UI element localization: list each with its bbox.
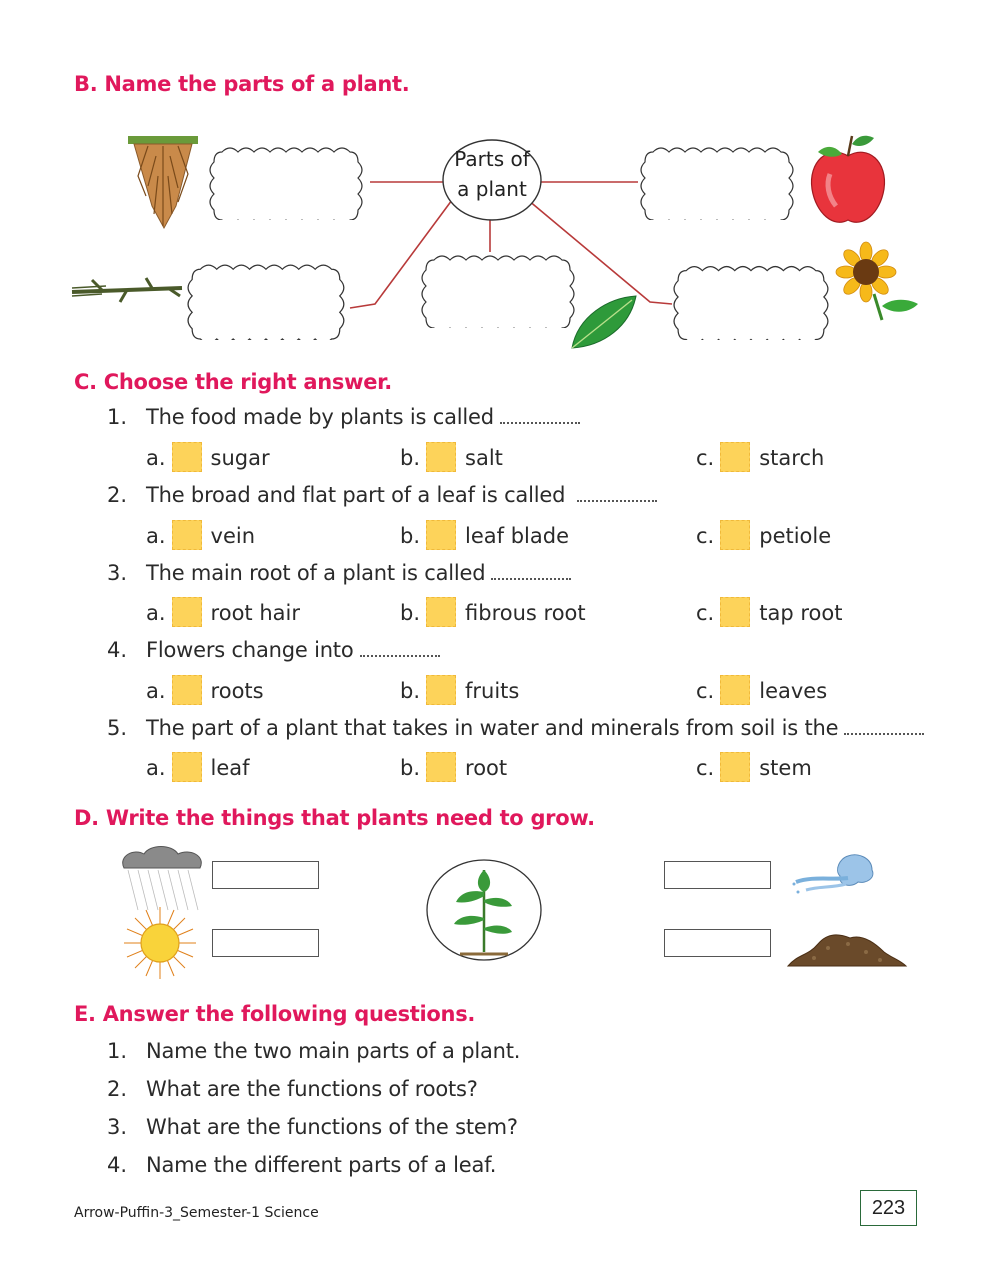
rain-cloud-image xyxy=(123,847,202,911)
option-b: b. fruits xyxy=(400,677,519,707)
option-c: c. petiole xyxy=(696,522,831,552)
blank-line[interactable] xyxy=(360,641,440,657)
option-checkbox[interactable] xyxy=(172,675,202,705)
blank-line[interactable] xyxy=(844,719,924,735)
center-label-line1: Parts of xyxy=(454,147,530,171)
option-c: c. tap root xyxy=(696,599,842,629)
option-checkbox[interactable] xyxy=(426,520,456,550)
answer-cloud-stem xyxy=(188,265,344,343)
option-checkbox[interactable] xyxy=(426,675,456,705)
option-checkbox[interactable] xyxy=(720,442,750,472)
question-number: 4. xyxy=(107,638,128,662)
question-number: 3. xyxy=(107,1115,128,1139)
option-b: b. root xyxy=(400,754,507,784)
option-b: b. salt xyxy=(400,444,503,474)
option-a: a. leaf xyxy=(146,754,250,784)
sun-image xyxy=(124,907,196,979)
section-d-heading: D. Write the things that plants need to grow. xyxy=(74,806,595,830)
question-text: Name the two main parts of a plant. xyxy=(146,1039,521,1063)
question-number: 5. xyxy=(107,716,128,740)
option-checkbox[interactable] xyxy=(426,597,456,627)
question-text: The part of a plant that takes in water and minerals from soil is the xyxy=(146,716,924,740)
answer-box-sunlight[interactable] xyxy=(212,929,319,957)
answer-cloud-leaf xyxy=(422,256,574,332)
section-c-heading: C. Choose the right answer. xyxy=(74,370,392,394)
answer-box-water[interactable] xyxy=(212,861,319,889)
footer-text: Arrow-Puffin-3_Semester-1 Science xyxy=(74,1205,319,1221)
page-number: 223 xyxy=(860,1190,917,1226)
answer-cloud-roots xyxy=(210,148,362,224)
option-checkbox[interactable] xyxy=(720,520,750,550)
answer-cloud-flower xyxy=(674,267,828,344)
question-text: What are the functions of roots? xyxy=(146,1077,478,1101)
option-c: c. stem xyxy=(696,754,812,784)
blank-line[interactable] xyxy=(491,564,571,580)
option-checkbox[interactable] xyxy=(172,442,202,472)
option-checkbox[interactable] xyxy=(720,752,750,782)
sunflower-image xyxy=(836,242,918,320)
option-checkbox[interactable] xyxy=(172,597,202,627)
question-text: What are the functions of the stem? xyxy=(146,1115,518,1139)
option-a: a. root hair xyxy=(146,599,300,629)
question-number: 1. xyxy=(107,1039,128,1063)
question-text: The main root of a plant is called xyxy=(146,561,571,585)
option-a: a. roots xyxy=(146,677,264,707)
answer-cloud-fruit xyxy=(641,148,793,224)
option-b: b. fibrous root xyxy=(400,599,586,629)
leaf-image xyxy=(572,296,636,348)
option-a: a. vein xyxy=(146,522,255,552)
roots-image xyxy=(128,136,198,228)
option-c: c. leaves xyxy=(696,677,827,707)
option-checkbox[interactable] xyxy=(426,442,456,472)
blank-line[interactable] xyxy=(500,408,580,424)
question-number: 1. xyxy=(107,405,128,429)
question-text: The broad and flat part of a leaf is called xyxy=(146,483,657,507)
center-label xyxy=(446,144,538,204)
question-number: 2. xyxy=(107,483,128,507)
option-checkbox[interactable] xyxy=(172,520,202,550)
blank-line[interactable] xyxy=(577,486,657,502)
stem-twig-image xyxy=(72,278,182,302)
option-checkbox[interactable] xyxy=(720,675,750,705)
option-b: b. leaf blade xyxy=(400,522,569,552)
section-e-heading: E. Answer the following questions. xyxy=(74,1002,476,1026)
option-checkbox[interactable] xyxy=(172,752,202,782)
question-text: Name the different parts of a leaf. xyxy=(146,1153,497,1177)
option-checkbox[interactable] xyxy=(426,752,456,782)
option-checkbox[interactable] xyxy=(720,597,750,627)
air-wind-image xyxy=(793,855,873,894)
apple-image xyxy=(811,136,884,223)
question-text: The food made by plants is called xyxy=(146,405,580,429)
section-b-heading: B. Name the parts of a plant. xyxy=(74,72,410,96)
plant-needs-diagram xyxy=(0,840,989,990)
answer-box-air[interactable] xyxy=(664,861,771,889)
question-number: 4. xyxy=(107,1153,128,1177)
option-a: a. sugar xyxy=(146,444,270,474)
center-label-line2: a plant xyxy=(457,177,527,201)
soil-image xyxy=(788,935,906,966)
question-text: Flowers change into xyxy=(146,638,440,662)
question-number: 3. xyxy=(107,561,128,585)
option-c: c. starch xyxy=(696,444,824,474)
answer-box-soil[interactable] xyxy=(664,929,771,957)
question-number: 2. xyxy=(107,1077,128,1101)
